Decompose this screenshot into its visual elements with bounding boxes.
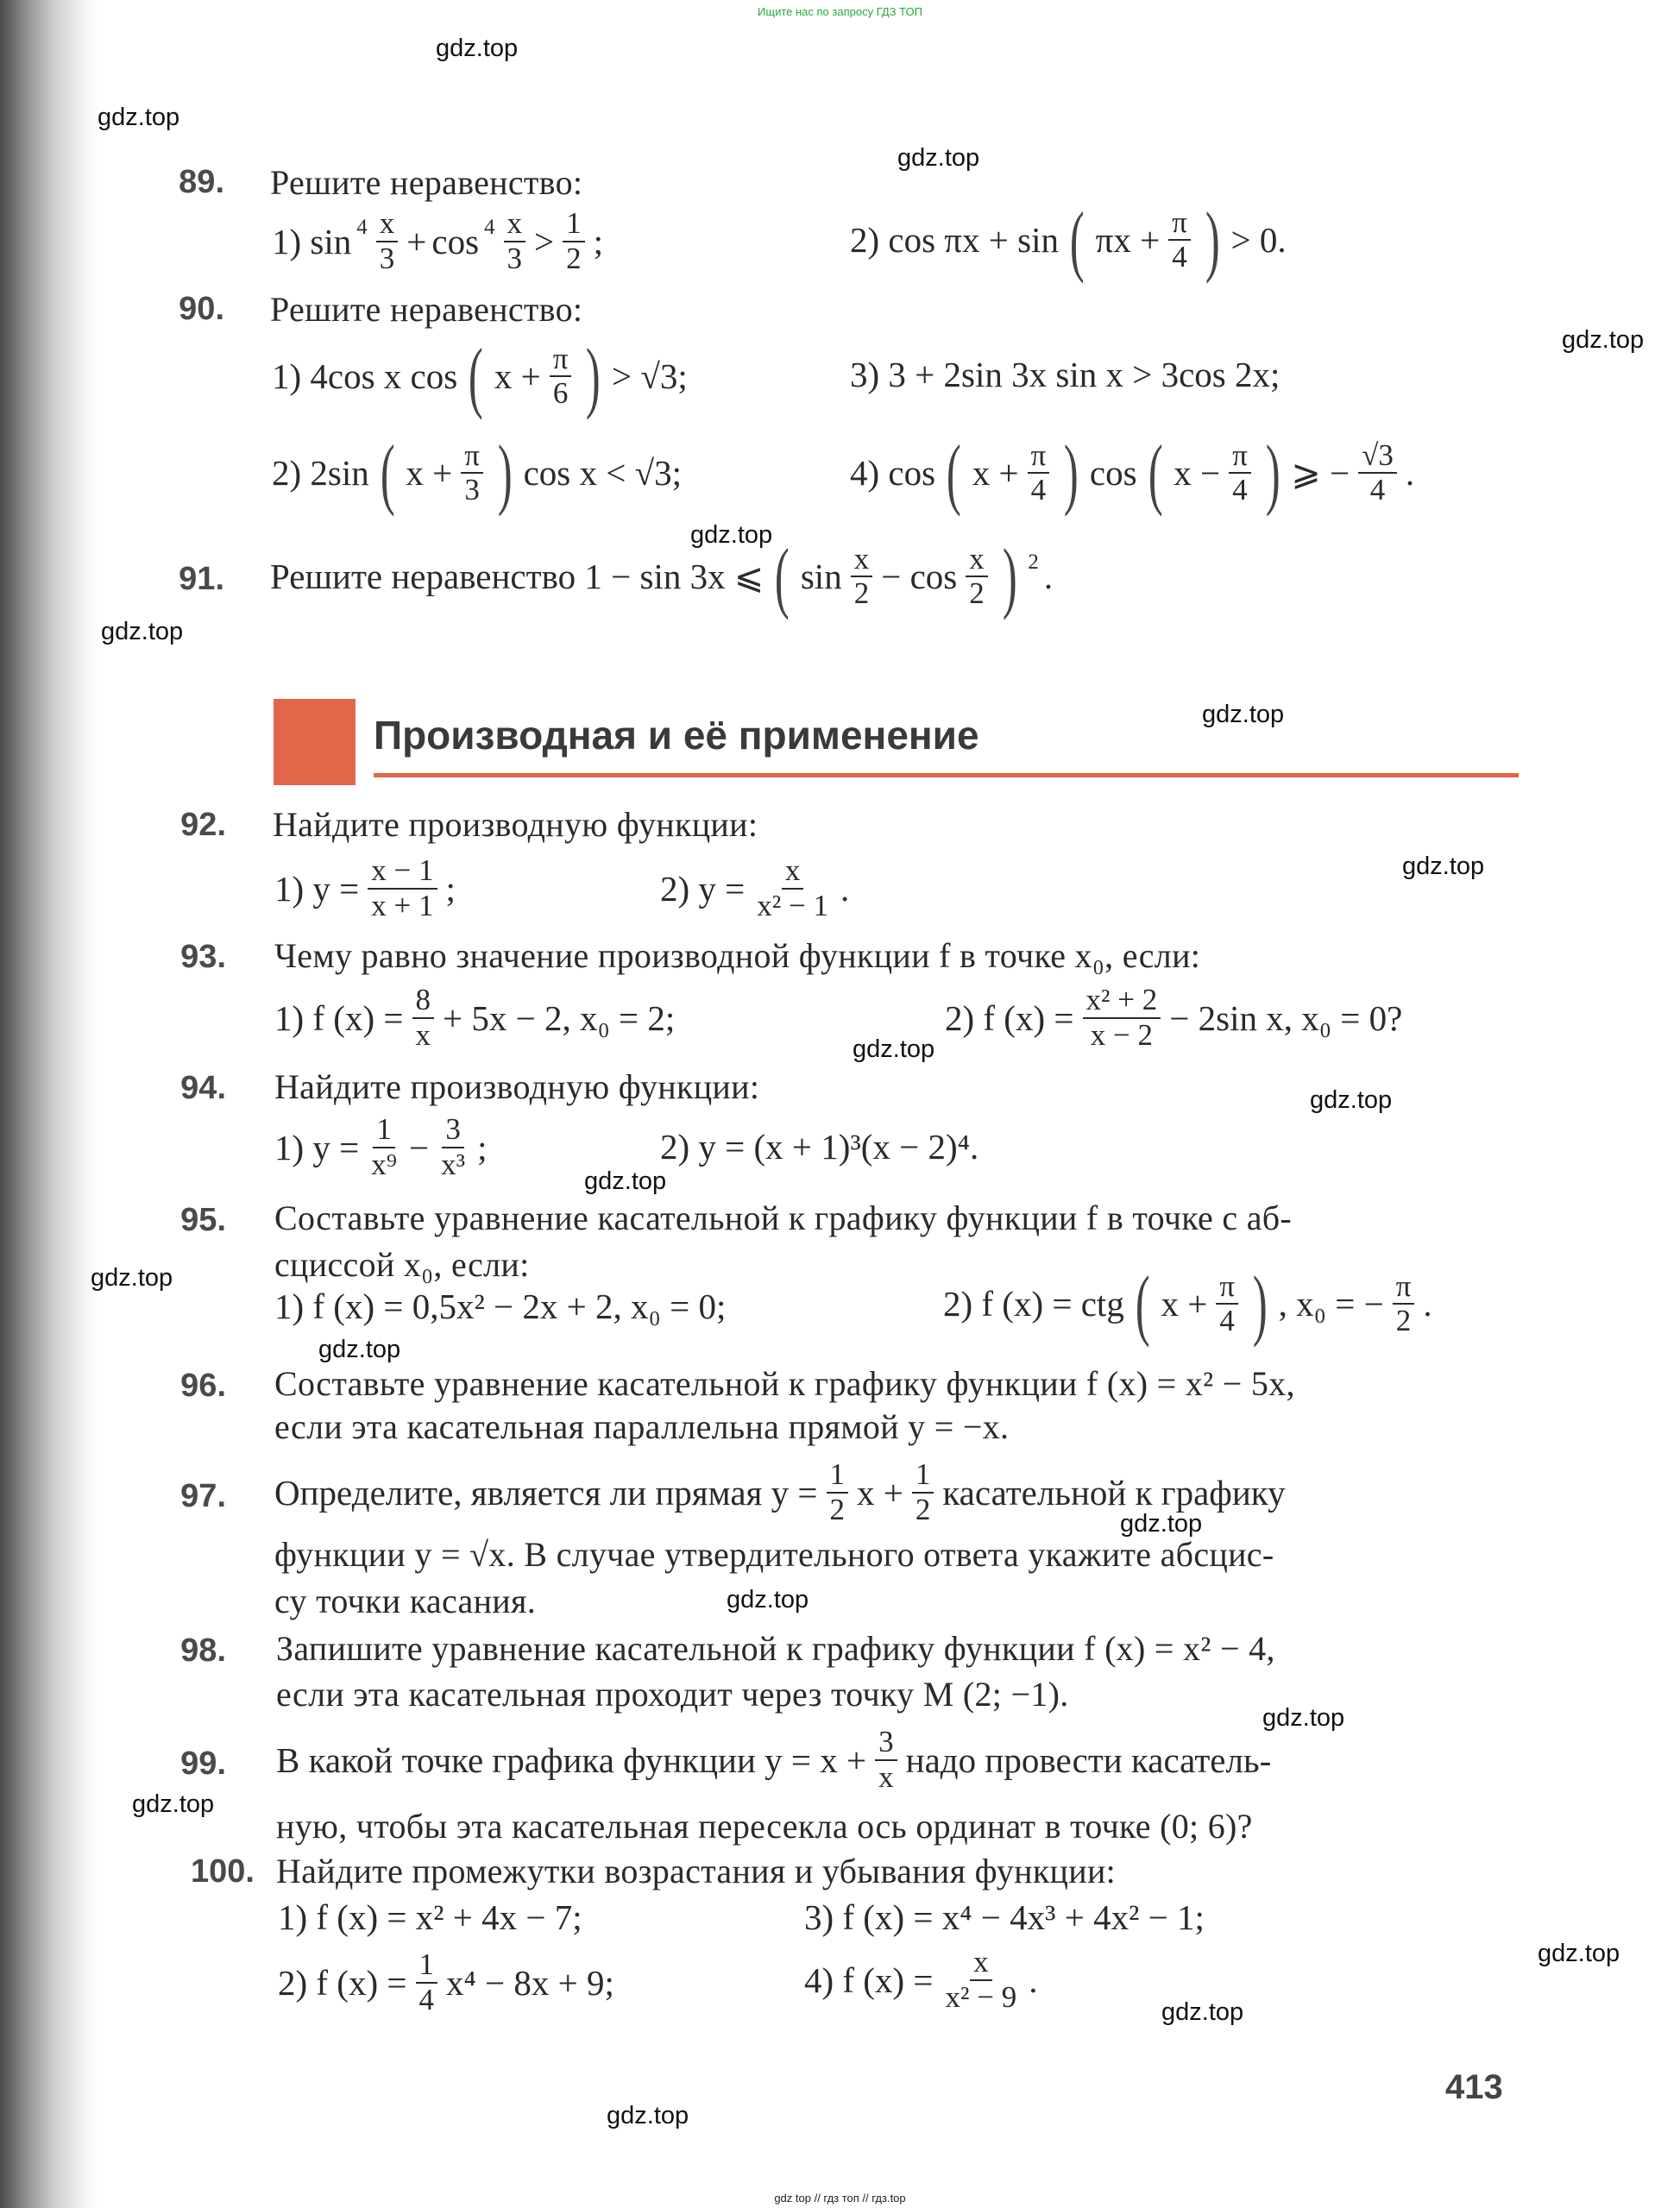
fraction: $\frac{x}{\text{x² − 9}}$ bbox=[945, 1945, 1017, 2014]
task-95-part-2: 2) f (x) = ctg ( x + $\frac{\pi}{4}$ ) , x₀ = − $\frac{\pi}{2}$ . bbox=[943, 1260, 1432, 1348]
task-number: 93. bbox=[180, 939, 226, 975]
fraction: $\frac{x}{3}$ bbox=[376, 207, 399, 275]
fraction bbox=[368, 854, 437, 922]
watermark: gdz.top bbox=[1120, 1510, 1203, 1538]
task-text: Решите неравенство: bbox=[270, 163, 583, 202]
denominator: x² − 1 bbox=[757, 888, 829, 922]
part-text: x + bbox=[406, 453, 453, 493]
task-89-part-2: 2) cos πx + sin ( πx + $\frac{\pi}{4}$ ) > 0. bbox=[850, 196, 1287, 284]
part-text: − 2sin x, x₀ = 0? bbox=[1169, 997, 1403, 1038]
task-91-text: Решите неравенство 1 − sin 3x ⩽ ( sin $\frac{x}{2}$ − cos $\frac{x}{2}$ ) 2 . bbox=[270, 532, 1054, 620]
watermark: gdz.top bbox=[727, 1586, 809, 1614]
part-label: 2) f (x) = bbox=[278, 1962, 407, 2003]
part-label: 2) cos πx + sin bbox=[850, 220, 1059, 260]
task-text: Найдите производную функции: bbox=[273, 805, 758, 844]
watermark: gdz.top bbox=[1202, 701, 1285, 728]
part-text: − bbox=[408, 1127, 430, 1167]
page-number: 413 bbox=[1445, 2068, 1503, 2106]
numerator: x² + 2 bbox=[1083, 984, 1161, 1019]
watermark: gdz.top bbox=[584, 1167, 667, 1195]
task-text: Составьте уравнение касательной к графику функции f (x) = x² − 5x, bbox=[274, 1364, 1295, 1403]
task-number: 99. bbox=[180, 1746, 226, 1782]
bottom-note: gdz top // гдз топ // гдз.top bbox=[774, 2192, 906, 2205]
fraction: $\frac{3}{x}$ bbox=[875, 1726, 897, 1794]
task-number: 91. bbox=[179, 561, 224, 597]
task-90-part-3 bbox=[850, 354, 1280, 395]
task-number: 90. bbox=[179, 291, 224, 327]
task-93-part-2 bbox=[945, 984, 1402, 1052]
watermark: gdz.top bbox=[1402, 852, 1485, 880]
part-label: 1) sin bbox=[272, 221, 352, 261]
task-text: В какой точке графика функции y = x + bbox=[276, 1739, 867, 1780]
watermark: gdz.top bbox=[897, 144, 980, 172]
fraction: $\frac{x}{2}$ bbox=[851, 543, 873, 611]
part-label: 4) f (x) = bbox=[804, 1960, 934, 2000]
fraction: $\frac{\pi}{4}$ bbox=[1168, 206, 1191, 274]
watermark: gdz.top bbox=[101, 618, 184, 645]
watermark: gdz.top bbox=[98, 104, 180, 131]
fraction bbox=[753, 854, 832, 922]
part-text: 1) f (x) = 0,5x² − 2x + 2, x₀ = 0; bbox=[274, 1286, 727, 1326]
part-label: 1) 4cos x cos bbox=[272, 356, 458, 396]
denominator: x − 2 bbox=[1090, 1017, 1153, 1052]
task-97-line-1: Определите, является ли прямая y = $\frac{1}{2}$ x + $\frac{1}{2}$ касательной к графику bbox=[274, 1457, 1286, 1526]
task-text: если эта касательная параллельна прямой y = −x. bbox=[274, 1407, 1010, 1446]
task-text: Запишите уравнение касательной к графику функции f (x) = x² − 4, bbox=[276, 1629, 1275, 1668]
part-text: 2) y = (x + 1)³(x − 2)⁴. bbox=[660, 1127, 979, 1167]
watermark: gdz.top bbox=[1562, 326, 1645, 354]
watermark: gdz.top bbox=[318, 1336, 401, 1363]
fraction: $\frac{√3}{4}$ bbox=[1358, 439, 1397, 507]
part-text: cos x < √3; bbox=[523, 453, 682, 493]
task-94-part-2 bbox=[660, 1126, 978, 1167]
fraction: $\frac{1}{2}$ bbox=[912, 1458, 934, 1526]
fraction: $\frac{\pi}{6}$ bbox=[550, 343, 572, 411]
fraction: $\frac{x}{2}$ bbox=[966, 543, 988, 611]
part-text: x⁴ − 8x + 9; bbox=[446, 1962, 614, 2003]
part-text: 1) f (x) = x² + 4x − 7; bbox=[278, 1897, 582, 1937]
watermark: gdz.top bbox=[132, 1790, 215, 1818]
task-93-part-1 bbox=[274, 984, 675, 1052]
part-text: − cos bbox=[881, 557, 958, 596]
task-text: Решите неравенство: bbox=[270, 290, 583, 329]
fraction: $\frac{1}{2}$ bbox=[563, 207, 585, 275]
fraction: $\frac{1}{4}$ bbox=[416, 1948, 438, 2016]
fraction: $\frac{x}{3}$ bbox=[504, 207, 526, 275]
part-label: 1) f (x) = bbox=[274, 997, 404, 1038]
task-text: ную, чтобы эта касательная пересекла ось ординат в точке (0; 6)? bbox=[276, 1807, 1253, 1846]
watermark: gdz.top bbox=[1161, 1998, 1244, 2026]
section-underline bbox=[374, 773, 1519, 777]
task-text: если эта касательная проходит через точку M (2; −1). bbox=[276, 1675, 1069, 1714]
part-label: 4) cos bbox=[850, 453, 936, 493]
task-text: касательной к графику bbox=[942, 1472, 1286, 1513]
task-number: 100. bbox=[191, 1853, 255, 1890]
task-number: 98. bbox=[180, 1632, 226, 1669]
task-90-part-1: 1) 4cos x cos ( x + $\frac{\pi}{6}$ ) > √3; bbox=[272, 332, 688, 420]
fraction bbox=[1083, 984, 1161, 1052]
fraction: $\frac{\pi}{4}$ bbox=[1028, 439, 1050, 507]
fraction: $\frac{\pi}{4}$ bbox=[1216, 1270, 1238, 1338]
task-text: функции y = √x. В случае утвердительного ответа укажите абсцис- bbox=[274, 1535, 1274, 1574]
part-text: x − bbox=[1173, 453, 1221, 493]
part-text: 3) 3 + 2sin 3x sin x > 3cos 2x; bbox=[850, 355, 1280, 394]
fraction: $\frac{\pi}{3}$ bbox=[461, 439, 483, 507]
task-89-part-1: 1) sin 4 $\frac{x}{3}$ + cos 4 $\frac{x}{3}$ > $\frac{1}{2}$ ; bbox=[272, 206, 604, 275]
task-99-line-1 bbox=[276, 1726, 1271, 1794]
watermark: gdz.top bbox=[1262, 1704, 1345, 1732]
part-text: + 5x − 2, x₀ = 2; bbox=[443, 997, 676, 1038]
task-text: Найдите производную функции: bbox=[274, 1067, 760, 1106]
numerator: x − 1 bbox=[368, 854, 437, 890]
task-text: сциссой x₀, если: bbox=[274, 1245, 530, 1284]
section-marker bbox=[274, 699, 356, 785]
task-text: Определите, является ли прямая y = bbox=[274, 1472, 818, 1513]
task-number: 94. bbox=[180, 1070, 226, 1106]
part-text: . bbox=[1043, 557, 1054, 596]
task-92-part-2: 2) y = $\frac{x}{\text{x² − 1}}$ . bbox=[660, 853, 850, 922]
watermark: gdz.top bbox=[607, 2102, 689, 2129]
part-text: , x₀ = − bbox=[1278, 1284, 1384, 1324]
part-text: ⩾ − bbox=[1291, 453, 1350, 493]
part-text: > √3; bbox=[612, 356, 688, 396]
task-100-part-4: 4) f (x) = $\frac{x}{\text{x² − 9}}$ . bbox=[804, 1945, 1038, 2014]
task-text: Решите неравенство 1 − sin 3x ⩽ bbox=[270, 557, 764, 596]
task-100-part-1 bbox=[278, 1897, 582, 1938]
fraction: $\frac{\pi}{2}$ bbox=[1393, 1270, 1415, 1338]
task-95-part-1 bbox=[274, 1286, 726, 1327]
part-label: 2) f (x) = ctg bbox=[943, 1284, 1124, 1324]
page-binding-shadow bbox=[0, 0, 99, 2208]
task-text: Найдите промежутки возрастания и убывания функции: bbox=[276, 1852, 1117, 1890]
watermark: gdz.top bbox=[1538, 1940, 1620, 1967]
task-100-part-2 bbox=[278, 1948, 614, 2016]
task-number: 95. bbox=[180, 1202, 226, 1238]
watermark: gdz.top bbox=[436, 35, 519, 62]
fraction: $\frac{3}{\text{x³}}$ bbox=[441, 1112, 466, 1181]
top-note: Ищите нас по запросу ГДЗ ТОП bbox=[758, 5, 922, 18]
part-text: cos bbox=[1089, 453, 1137, 493]
task-90-part-2: 2) 2sin ( x + $\frac{\pi}{3}$ ) cos x < √3; bbox=[272, 429, 682, 517]
watermark: gdz.top bbox=[1310, 1086, 1393, 1114]
watermark: gdz.top bbox=[853, 1035, 935, 1063]
task-number: 96. bbox=[180, 1368, 226, 1404]
numerator: x bbox=[782, 854, 804, 890]
task-100-part-3 bbox=[804, 1897, 1205, 1938]
part-text: πx + bbox=[1095, 220, 1161, 260]
part-text: cos bbox=[431, 221, 480, 261]
part-label: 1) y = bbox=[274, 1127, 360, 1167]
task-number: 92. bbox=[180, 807, 226, 843]
part-label: 2) y = bbox=[660, 868, 746, 909]
fraction: $\frac{\pi}{4}$ bbox=[1229, 439, 1251, 507]
part-text: sin bbox=[800, 557, 842, 596]
task-text: су точки касания. bbox=[274, 1582, 536, 1620]
part-label: 1) y = bbox=[274, 868, 360, 909]
part-text: x + bbox=[972, 453, 1019, 493]
part-text: x + bbox=[494, 356, 541, 396]
watermark: gdz.top bbox=[91, 1264, 173, 1292]
fraction: $\frac{1}{\text{x⁹}}$ bbox=[371, 1112, 397, 1181]
task-92-part-1: 1) y = $\frac{x - 1}{x + 1}$ ; bbox=[274, 853, 456, 922]
fraction: $\frac{8}{x}$ bbox=[412, 984, 435, 1052]
watermark: gdz.top bbox=[690, 521, 773, 549]
fraction: $\frac{1}{2}$ bbox=[827, 1458, 849, 1526]
task-number: 89. bbox=[179, 164, 224, 200]
task-90-part-4: 4) cos ( x + $\frac{\pi}{4}$ ) cos ( x − $\frac{\pi}{4}$ ) ⩾ − $\frac{√3}{4}$ . bbox=[850, 429, 1415, 517]
part-text: 3) f (x) = x⁴ − 4x³ + 4x² − 1; bbox=[804, 1897, 1205, 1937]
part-text: x + bbox=[1161, 1284, 1208, 1324]
task-text: надо провести касатель- bbox=[905, 1739, 1272, 1780]
task-number: 97. bbox=[180, 1478, 226, 1514]
denominator: x + 1 bbox=[371, 888, 434, 922]
task-text: Чему равно значение производной функции f в точке x₀, если: bbox=[274, 936, 1201, 975]
part-text: > 0. bbox=[1230, 220, 1287, 260]
task-94-part-1: 1) y = $\frac{1}{\text{x⁹}}$ − $\frac{3}{\text{x³}}$ ; bbox=[274, 1112, 488, 1181]
part-label: 2) f (x) = bbox=[945, 997, 1074, 1038]
section-title: Производная и её применение bbox=[374, 713, 979, 758]
part-label: 2) 2sin bbox=[272, 453, 369, 493]
task-text: Составьте уравнение касательной к графику функции f в точке с аб- bbox=[274, 1198, 1293, 1237]
